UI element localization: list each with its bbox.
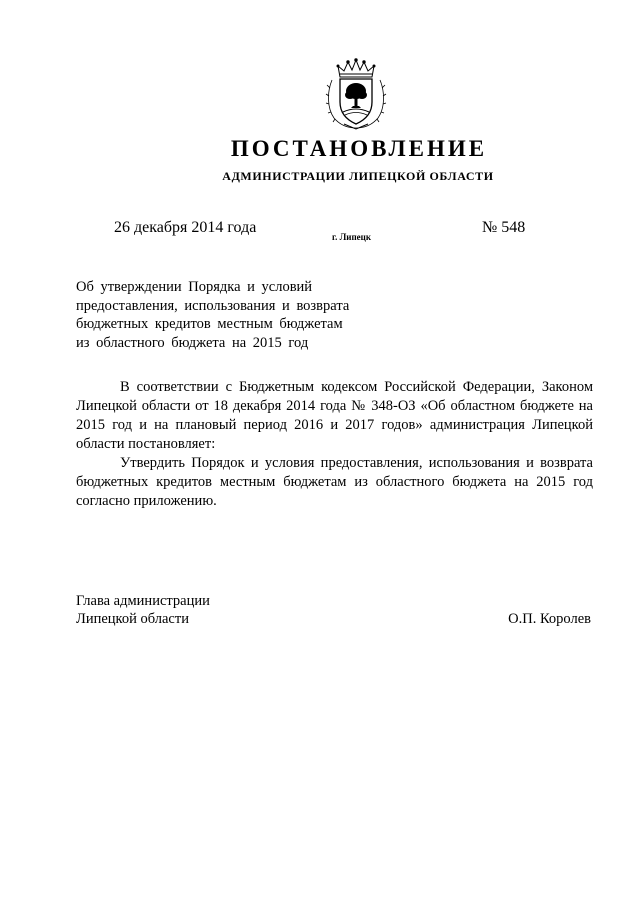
subject-line: предоставления, использования и возврата bbox=[76, 297, 350, 314]
document-subject bbox=[76, 278, 376, 352]
document-date: 26 декабря 2014 года bbox=[114, 219, 257, 236]
document-subtitle: АДМИНИСТРАЦИИ ЛИПЕЦКОЙ ОБЛАСТИ bbox=[222, 169, 494, 183]
signatory-position-line: Глава администрации bbox=[76, 593, 210, 609]
subject-line: бюджетных кредитов местным бюджетам bbox=[76, 316, 343, 332]
subject-line: из областного бюджета на 2015 год bbox=[76, 334, 309, 351]
signatory-position-line: Липецкой области bbox=[76, 611, 189, 627]
document-title: ПОСТАНОВЛЕНИЕ bbox=[230, 136, 488, 161]
document-number: № 548 bbox=[482, 219, 526, 236]
signatory-name: О.П. Королев bbox=[508, 611, 591, 627]
document-body bbox=[76, 378, 593, 511]
signatory-position bbox=[76, 592, 210, 628]
body-paragraph: В соответствии с Бюджетным кодексом Российской Федерации, Законом Липецкой области от 18 декабря 2014 года № 348-ОЗ «Об областном бюджете на 2015 год и на плановый период 2016 и 2017 годов» администрация Липецкой области постановляет: bbox=[76, 379, 593, 452]
body-paragraph: Утвердить Порядок и условия предоставления, использования и возврата бюджетных кредитов местным бюджетам из областного бюджета на 2015 год согласно приложению. bbox=[76, 455, 593, 509]
coat-of-arms-icon bbox=[324, 58, 388, 130]
subject-line: Об утверждении Порядка и условий bbox=[76, 279, 313, 295]
document-city: г. Липецк bbox=[332, 232, 372, 242]
